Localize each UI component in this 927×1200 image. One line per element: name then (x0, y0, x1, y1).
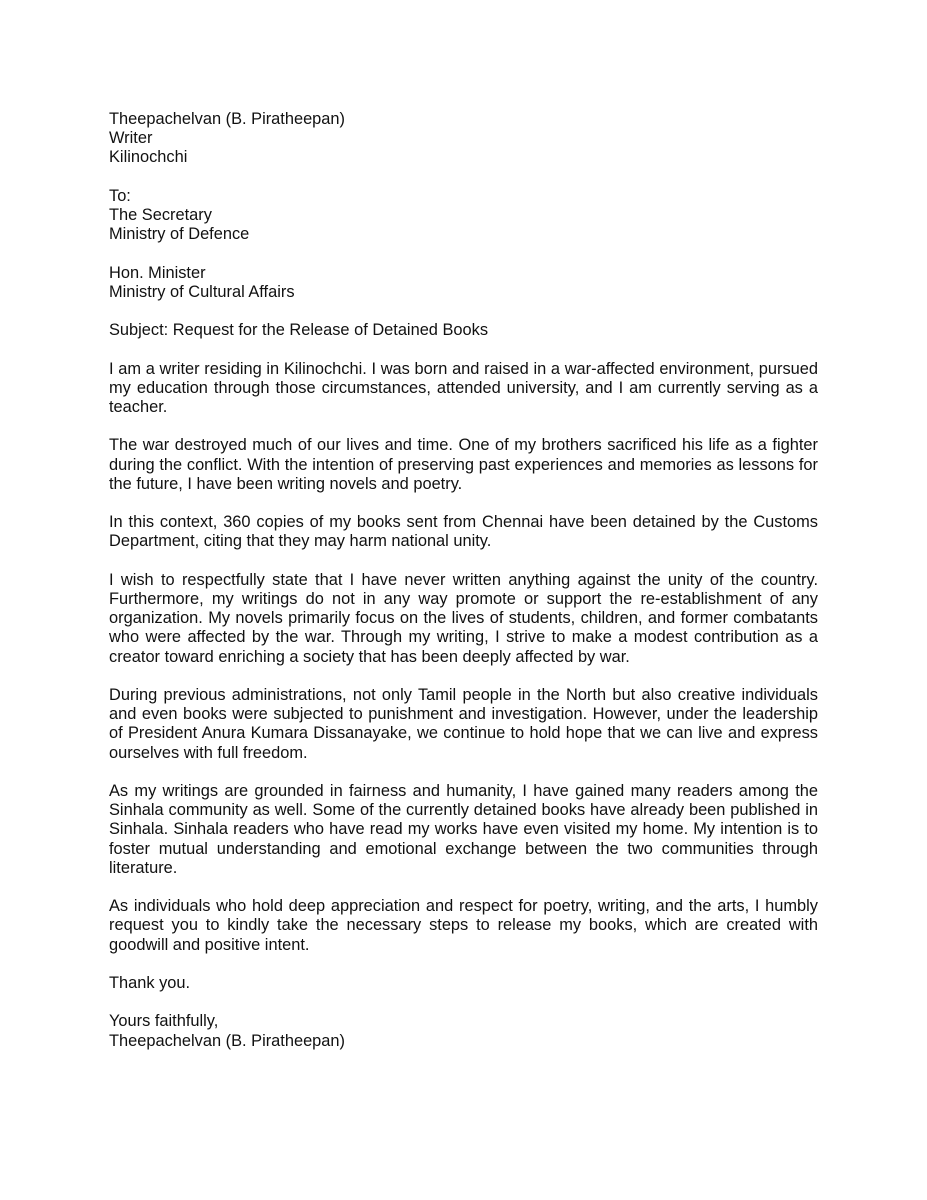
body-paragraph-2: The war destroyed much of our lives and time. One of my brothers sacrificed his life as a fighter during the conflict. With the intention of preserving past experiences and memories as lessons for the future, I have been writing novels and poetry. (109, 436, 818, 493)
sender-location: Kilinochchi (109, 148, 188, 167)
sender-block (109, 110, 818, 168)
recipient-block-1 (109, 187, 818, 245)
body-paragraph-7: As individuals who hold deep appreciation and respect for poetry, writing, and the arts, I humbly request you to kindly take the necessary steps to release my books, which are created with goodwill and positive intent. (109, 897, 818, 954)
sender-name: Theepachelvan (B. Piratheepan) (109, 110, 345, 128)
body-paragraph-6: As my writings are grounded in fairness and humanity, I have gained many readers among the Sinhala community as well. Some of the currently detained books have already been published in Sinhala. Sinhala readers who have read my works have even visited my home. My intention is to foster mutual understanding and emotional exchange between the two communities through literature. (109, 781, 818, 877)
sender-role: Writer (109, 129, 153, 148)
valediction: Yours faithfully, (109, 1012, 219, 1031)
thanks-line (109, 974, 818, 993)
recipient-1-title: The Secretary (109, 206, 212, 224)
subject-line: Subject: Request for the Release of Detained Books (109, 321, 489, 340)
recipient-1-organization: Ministry of Defence (109, 225, 250, 244)
signature-block (109, 1012, 818, 1050)
recipient-2-title: Hon. Minister (109, 263, 206, 282)
recipient-2-organization: Ministry of Cultural Affairs (109, 282, 295, 301)
body-paragraph-3: In this context, 360 copies of my books sent from Chennai have been detained by the Customs Department, citing that they may harm national unity. (109, 513, 818, 551)
letter-content (109, 110, 818, 1070)
thanks-text: Thank you. (109, 973, 191, 992)
signature-name: Theepachelvan (B. Piratheepan) (109, 1031, 345, 1050)
recipient-block-2 (109, 264, 818, 302)
body-paragraph-5: During previous administrations, not only Tamil people in the North but also creative individuals and even books were subjected to punishment and investigation. However, under the leadership of President Anura Kumara Dissanayake, we continue to hold hope that we can live and express ourselves with full freedom. (109, 685, 818, 762)
to-label: To: (109, 186, 131, 205)
body-paragraph-4: I wish to respectfully state that I have never written anything against the unity of the country. Furthermore, my writings do not in any way promote or support the re-establishment of any organization. My novels primarily focus on the lives of students, children, and former combatants who were affected by the war. Through my writing, I strive to make a modest contribution as a creator toward enriching a society that has been deeply affected by war. (109, 570, 818, 666)
body-paragraph-1: I am a writer residing in Kilinochchi. I was born and raised in a war-affected environment, pursued my education through those circumstances, attended university, and I am currently serving as a teacher. (109, 359, 818, 416)
